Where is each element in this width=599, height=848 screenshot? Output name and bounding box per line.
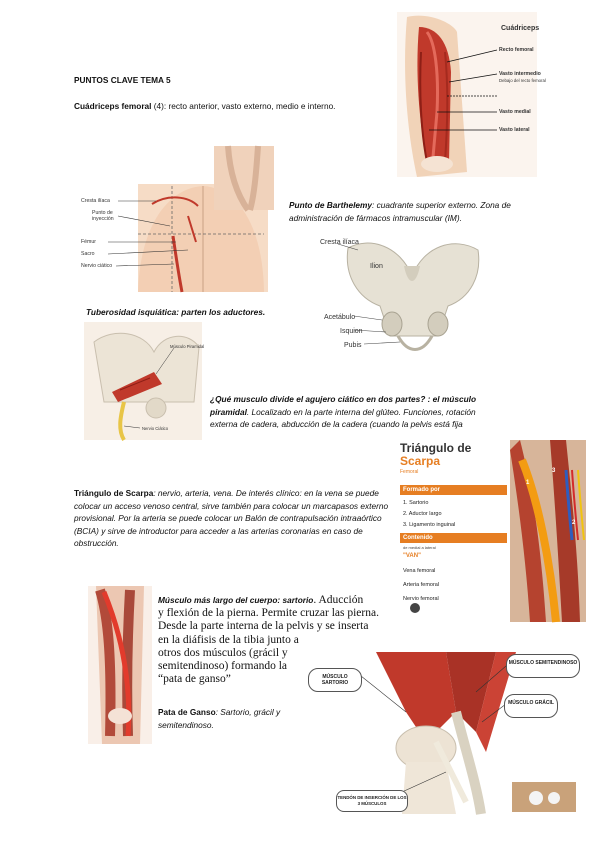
pelvis-label-2: Ilion (370, 263, 383, 270)
piramidal-fig-label-2: Nervio Ciático (142, 426, 169, 431)
label-bubble-sartorio (308, 668, 362, 692)
cuadriceps-fig-title: Cuádriceps (501, 25, 540, 32)
page-title: PUNTOS CLAVE TEMA 5 (74, 75, 171, 85)
scarpa-paragraph (74, 487, 396, 550)
sartorio-line-2: Desde la parte interna de la pelvis y se inserta (158, 620, 369, 633)
cuadriceps-fig-label-2: Vasto intermedio (499, 71, 541, 77)
sartorio-line-3: en la diáfisis de la tibia junto a (158, 633, 299, 646)
pelvis-figure (320, 236, 490, 360)
pelvis-label-4: Isquion (340, 328, 363, 335)
cuadriceps-fig-label-1: Recto femoral (499, 47, 534, 53)
label-bubble-semitendinoso (506, 654, 580, 678)
barthelemy-fig-label-1: Cresta ilíaca (81, 198, 110, 204)
barthelemy-fig-label-4: Sacro (81, 251, 95, 257)
sartorio-text-1: . Aducción (313, 594, 364, 606)
scarpa-formado-item-2: 2. Aductor largo (403, 511, 442, 517)
sartorio-line-0 (158, 594, 398, 607)
piramidal-paragraph (210, 393, 500, 431)
sartorio-line-5: semitendinoso) formando la (158, 660, 288, 673)
barthelemy-fig-label-5: Nervio ciático (81, 263, 113, 269)
tuberosidad-paragraph: Tuberosidad isquiática: parten los aductores. (86, 307, 266, 317)
scarpa-fig-subtitle: Femoral (400, 469, 419, 475)
sartorio-illustration (88, 586, 152, 744)
label-bubble-tendon (336, 790, 408, 812)
pata-ganso-figure (306, 652, 588, 814)
barthelemy-term: Punto de Barthelemy (289, 200, 372, 210)
pata-ganso-label-1: MÚSCULO SARTORIO (321, 674, 349, 686)
scarpa-number-1: 1 (526, 480, 530, 486)
cuadriceps-count: (4) (153, 101, 164, 111)
scarpa-fig-title-1: Triángulo de (400, 441, 472, 455)
scarpa-term: Triángulo de Scarpa (74, 488, 154, 498)
pata-ganso-term: Pata de Ganso (158, 707, 216, 717)
scarpa-contenido-item-3: Nervio femoral (403, 596, 439, 602)
piramidal-fig-label-1: Músculo Piramidal (170, 344, 205, 349)
cuadriceps-text: : recto anterior, vasto externo, medio e interno. (163, 101, 336, 111)
cuadriceps-fig-label-3: Debajo del recto femoral (499, 78, 546, 83)
pata-ganso-paragraph (158, 706, 308, 731)
sartorio-figure (88, 586, 152, 744)
piramidal-text: . Localizado en la parte interna del glúteo. Funciones, rotación externa de cadera, abducción de la cadera (cuando la pelvis está fija (210, 406, 476, 430)
pelvis-label-3: Acetábulo (324, 314, 356, 321)
scarpa-contenido-header: Contenido (400, 533, 507, 543)
barthelemy-fig-label-2: Punto de inyección (92, 210, 114, 222)
scarpa-formado-item-3: 3. Ligamento inguinal (403, 522, 456, 528)
barthelemy-text: : cuadrante superior externo. Zona de administración de fármacos intramuscular (IM). (289, 200, 511, 223)
piramidal-question: ¿Qué musculo divide el agujero ciático en dos partes? : el músculo piramidal (210, 394, 477, 417)
cuadriceps-term: Cuádriceps femoral (74, 101, 152, 111)
pelvis-label-5: Pubis (344, 342, 362, 349)
cuadriceps-fig-label-4: Vasto medial (499, 109, 531, 115)
sartorio-line-1: y flexión de la pierna. Permite cruzar las pierna. (158, 607, 379, 620)
pata-ganso-label-3: MÚSCULO GRÁCIL (508, 700, 554, 706)
pata-ganso-label-4: TENDÓN DE INSERCIÓN DE LOS 3 MÚSCULOS (337, 795, 407, 806)
barthelemy-fig-label-3: Fémur (81, 239, 96, 245)
cuadriceps-figure (397, 12, 546, 177)
scarpa-van: "VAN" (403, 553, 421, 559)
scarpa-figure (400, 440, 586, 622)
piramidal-illustration (84, 322, 205, 440)
scarpa-text: : nervio, arteria, vena. De interés clínico: en la vena se puede colocar un acceso venoso central, sirve también para colocar un marcapasos externo provisional. Por la arteria se puede colocar un Balón de contrapulsación intraaórtico (BCIA) y sirve de introductor para acceder a las arterias coronarias en caso de obstrucción. (74, 488, 389, 549)
sartorio-line-4: otros dos músculos (grácil y (158, 646, 288, 659)
scarpa-formado-header: Formado por (400, 485, 507, 495)
cuadriceps-fig-label-5: Vasto lateral (499, 127, 530, 133)
scarpa-formado-item-1: 1. Sartorio (403, 500, 429, 506)
scarpa-contenido-sub: de medial a lateral (403, 545, 436, 550)
scarpa-badge-icon (410, 603, 420, 613)
cuadriceps-paragraph (74, 100, 374, 113)
label-bubble-gracil (504, 694, 558, 718)
barthelemy-figure (78, 146, 274, 292)
scarpa-number-2: 2 (572, 520, 576, 526)
piramidal-figure (84, 322, 205, 440)
pelvis-label-1: Cresta ilíaca (320, 239, 359, 246)
scarpa-contenido-item-2: Arteria femoral (403, 582, 440, 588)
barthelemy-paragraph (289, 199, 529, 224)
sartorio-line-6: “pata de ganso” (158, 673, 231, 686)
pata-ganso-label-2: MÚSCULO SEMITENDINOSO (508, 660, 578, 666)
scarpa-number-3: 3 (552, 468, 556, 474)
pata-ganso-text: : Sartorio, grácil y semitendinoso. (158, 707, 281, 730)
cuadriceps-illustration (397, 12, 540, 177)
scarpa-illustration (510, 440, 586, 622)
scarpa-fig-title-2: Scarpa (400, 454, 441, 468)
scarpa-contenido-item-1: Vena femoral (403, 568, 436, 574)
sartorio-term: Músculo más largo del cuerpo: sartorio (158, 595, 314, 605)
